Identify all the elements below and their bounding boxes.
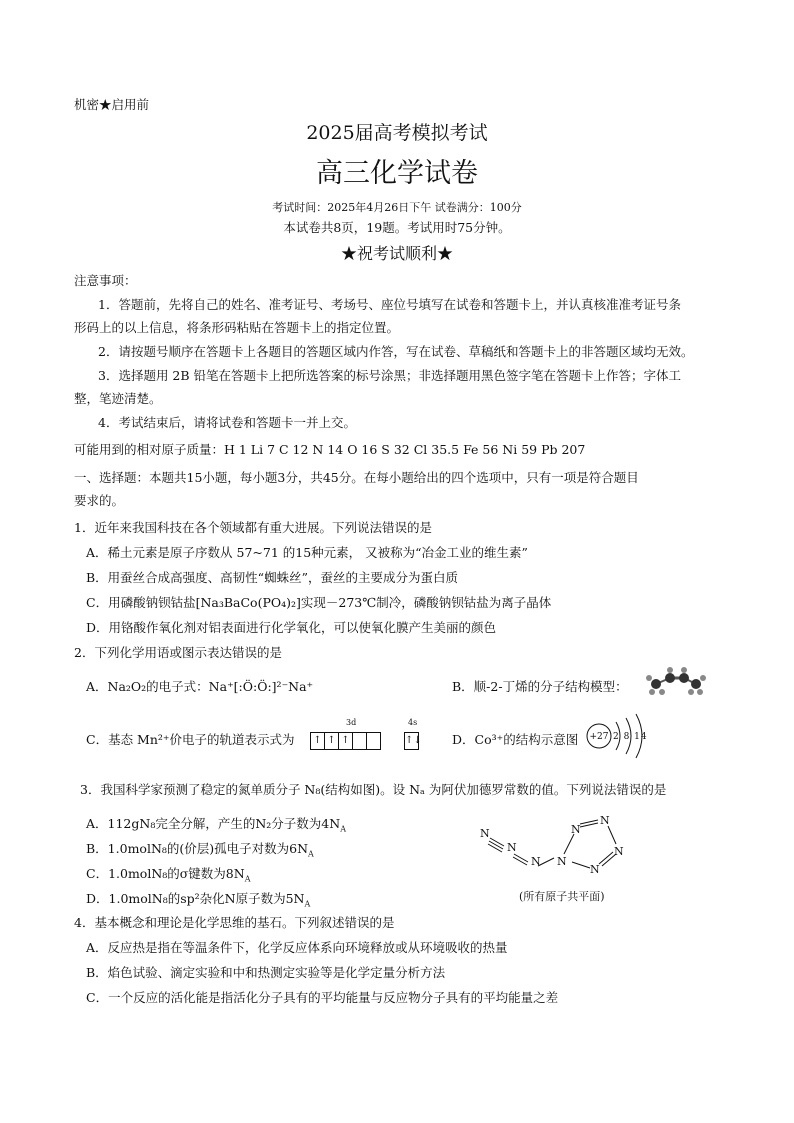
co3-shell-electrons: 2 8 14 — [613, 732, 648, 742]
section-1-heading-line-2: 要求的。 — [74, 493, 125, 508]
question-3-option-b: B．1.0molN₈的(价层)孤电子对数为$6N_A$ — [86, 841, 314, 859]
question-2-stem: 2．下列化学用语或图示表达错误的是 — [74, 645, 282, 660]
n8-atom-4: N — [557, 855, 567, 868]
note-item-4: 4．考试结束后，请将试卷和答题卡一并上交。 — [98, 415, 356, 430]
question-3-option-c: C．1.0molN₈的σ键数为$8N_A$ — [86, 866, 251, 884]
question-3-stem: 3．我国科学家预测了稳定的氮单质分子 N₈(结构如图)。设 Nₐ 为阿伏加德罗常数的值。下列说法错误的是 — [80, 782, 667, 797]
mn-orbital-4s — [404, 730, 422, 748]
question-3-option-d: D．1.0molN₈的sp²杂化N原子数为$5N_A$ — [86, 891, 311, 909]
n8-atom-5: N — [571, 823, 581, 836]
question-4-option-c: C．一个反应的活化能是指活化分子具有的平均能量与反应物分子具有的平均能量之差 — [86, 990, 559, 1005]
n8-atom-8: N — [590, 863, 600, 876]
exam-title-main: 高三化学试卷 — [316, 158, 478, 189]
question-2-option-a: A．Na₂O₂的电子式：Na⁺[:Ö:Ö:]²⁻Na⁺ — [86, 679, 314, 694]
cis-2-butene-model — [644, 666, 708, 696]
question-3-option-a: A．112gN₈完全分解，产生的N₂分子数为$4N_A$ — [86, 816, 346, 834]
n8-atom-7: N — [614, 845, 624, 858]
question-2-option-c: C．基态 Mn²⁺价电子的轨道表示式为 — [86, 732, 295, 747]
note-item-2: 2．请按题号顺序在答题卡上各题目的答题区域内作答，写在试卷、草稿纸和答题卡上的非答题区域均无效。 — [98, 344, 694, 359]
orbital-3d-cell-1: ↑ — [310, 732, 324, 750]
note-item-1-line-2: 形码上的以上信息，将条形码粘贴在答题卡上的指定位置。 — [74, 320, 400, 335]
exam-time: 考试时间：2025年4月26日下午 试卷满分：100分 — [272, 201, 522, 214]
n8-atom-6: N — [600, 814, 610, 827]
atomic-mass-line: 可能用到的相对原子质量：H 1 Li 7 C 12 N 14 O 16 S 32 Cl 35.5 Fe 56 Ni 59 Pb 207 — [74, 442, 586, 457]
n8-atom-3: N — [531, 855, 541, 868]
co3-nucleus-charge: +27 — [589, 732, 609, 742]
question-4-option-b: B．焰色试验、滴定实验和中和热测定实验等是化学定量分析方法 — [86, 965, 446, 980]
exam-info: 本试卷共8页，19题。考试用时75分钟。 — [283, 220, 511, 235]
orbital-3d-cell-3: ↑ — [338, 732, 352, 750]
n8-atom-1: N — [480, 827, 490, 840]
orbital-3d-cell-5 — [366, 732, 381, 750]
orbital-4s-label: 4s — [408, 718, 418, 727]
section-1-heading-line-1: 一、选择题：本题共15小题，每小题3分，共45分。在每小题给出的四个选项中，只有一项是符合题目 — [74, 470, 639, 485]
question-2-option-d: D．Co³⁺的结构示意图 — [452, 732, 579, 747]
question-4-option-a: A．反应热是指在等温条件下，化学反应体系向环境释放或从环境吸收的热量 — [86, 940, 508, 955]
question-1-option-b: B．用蚕丝合成高强度、高韧性“蜘蛛丝”，蚕丝的主要成分为蛋白质 — [86, 570, 458, 585]
notes-title: 注意事项： — [74, 273, 137, 288]
orbital-4s-cell: ↑↓ — [404, 732, 419, 750]
exam-title-year: 2025届高考模拟考试 — [306, 122, 488, 144]
question-1-option-c: C．用磷酸钠钡钴盐[Na₃BaCo(PO₄)₂]实现－273℃制冷，磷酸钠钡钴盐为离子晶体 — [86, 595, 552, 610]
secret-label: 机密★启用前 — [74, 97, 150, 112]
n8-structure-diagram — [476, 806, 656, 890]
orbital-3d-cell-4 — [352, 732, 366, 750]
question-1-option-a: A．稀土元素是原子序数从 57~71 的15种元素， 又被称为“冶金工业的维生素” — [86, 545, 528, 560]
orbital-3d-label: 3d — [346, 718, 357, 727]
note-item-3-line-2: 整，笔迹清楚。 — [74, 391, 162, 406]
blessing: ★祝考试顺利★ — [340, 244, 453, 263]
question-1-stem: 1．近年来我国科技在各个领域都有重大进展。下列说法错误的是 — [74, 520, 432, 535]
n8-caption: (所有原子共平面) — [519, 890, 605, 903]
question-2-option-b: B．顺-2-丁烯的分子结构模型： — [452, 679, 628, 694]
mn-orbital-diagram — [310, 730, 381, 748]
note-item-1-line-1: 1．答题前，先将自己的姓名、准考证号、考场号、座位号填写在试卷和答题卡上，并认真核准准考证号条 — [98, 297, 681, 312]
note-item-3-line-1: 3．选择题用 2B 铅笔在答题卡上把所选答案的标号涂黑；非选择题用黑色签字笔在答题卡上作答；字体工 — [98, 368, 682, 383]
n8-atom-2: N — [507, 841, 517, 854]
question-1-option-d: D．用铬酸作氧化剂对铝表面进行化学氧化，可以使氧化膜产生美丽的颜色 — [86, 620, 497, 635]
orbital-3d-cell-2: ↑ — [324, 732, 338, 750]
question-4-stem: 4．基本概念和理论是化学思维的基石。下列叙述错误的是 — [74, 915, 395, 930]
